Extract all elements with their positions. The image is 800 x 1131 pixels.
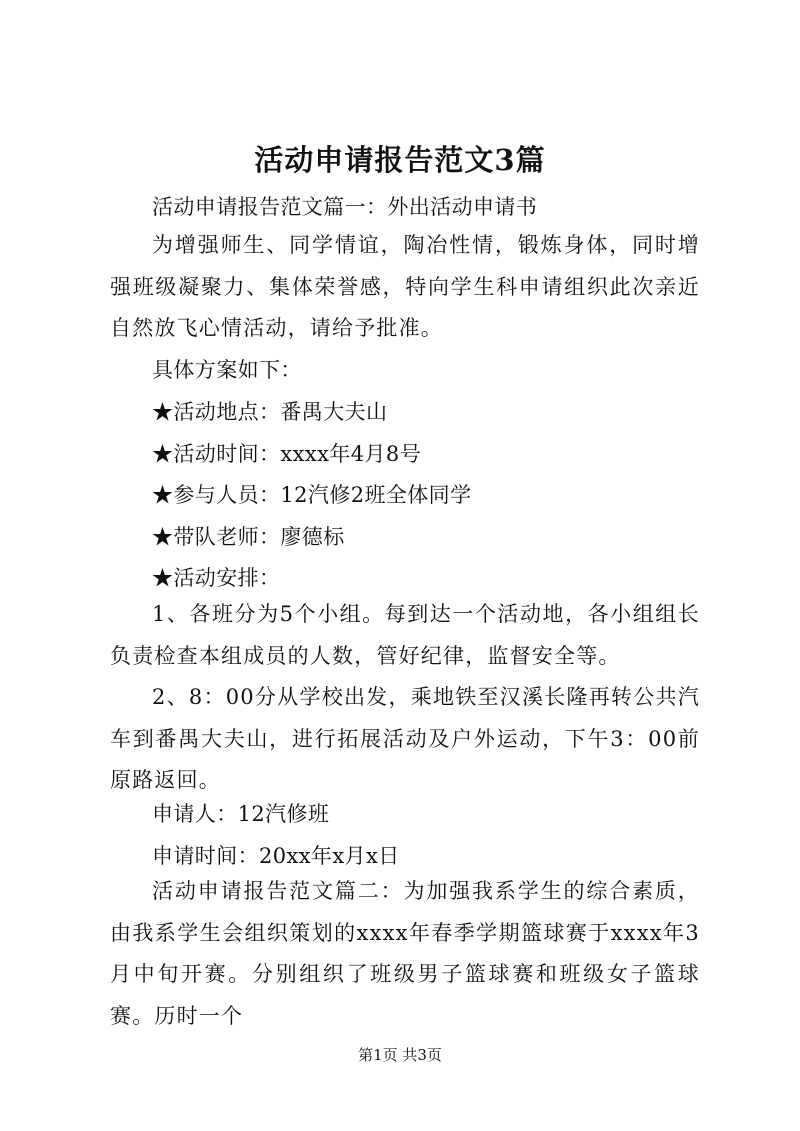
applicant-line: 申请人：12汽修班 — [152, 802, 330, 826]
list-item-participants: ★参与人员：12汽修2班全体同学 — [152, 483, 472, 507]
list-item-location: ★活动地点：番禺大夫山 — [152, 400, 388, 424]
list-item-time: ★活动时间：xxxx年4月8号 — [152, 442, 422, 466]
arrangement-step-one: 1、各班分为5个小组。每到达一个活动地，各小组组长负责检查本组成员的人数，管好纪律，监督安全等。 — [110, 602, 700, 668]
section-heading-one: 活动申请报告范文篇一：外出活动申请书 — [152, 195, 538, 219]
list-item-arrangement: ★活动安排： — [152, 566, 281, 590]
document-title: 活动申请报告范文3篇 — [254, 143, 546, 177]
plan-heading: 具体方案如下： — [152, 358, 302, 382]
section-two-paragraph: 活动申请报告范文篇二：为加强我系学生的综合素质，由我系学生会组织策划的xxxx年春季学期篮球赛于xxxx年3月中旬开赛。分别组织了班级男子篮球赛和班级女子篮球赛。历时一个 — [110, 879, 700, 1028]
list-item-teacher: ★带队老师：廖德标 — [152, 525, 345, 549]
intro-paragraph: 为增强师生、同学情谊，陶冶性情，锻炼身体，同时增强班级凝聚力、集体荣誉感，特向学生科申请组织此次亲近自然放飞心情活动，请给予批准。 — [110, 233, 700, 340]
arrangement-step-two: 2、8：00分从学校出发，乘地铁至汉溪长隆再转公共汽车到番禺大夫山，进行拓展活动及户外运动，下午3：00前原路返回。 — [110, 685, 700, 792]
apply-time-line: 申请时间：20xx年x月x日 — [152, 844, 400, 868]
page-number: 第1页 共3页 — [358, 1046, 442, 1064]
